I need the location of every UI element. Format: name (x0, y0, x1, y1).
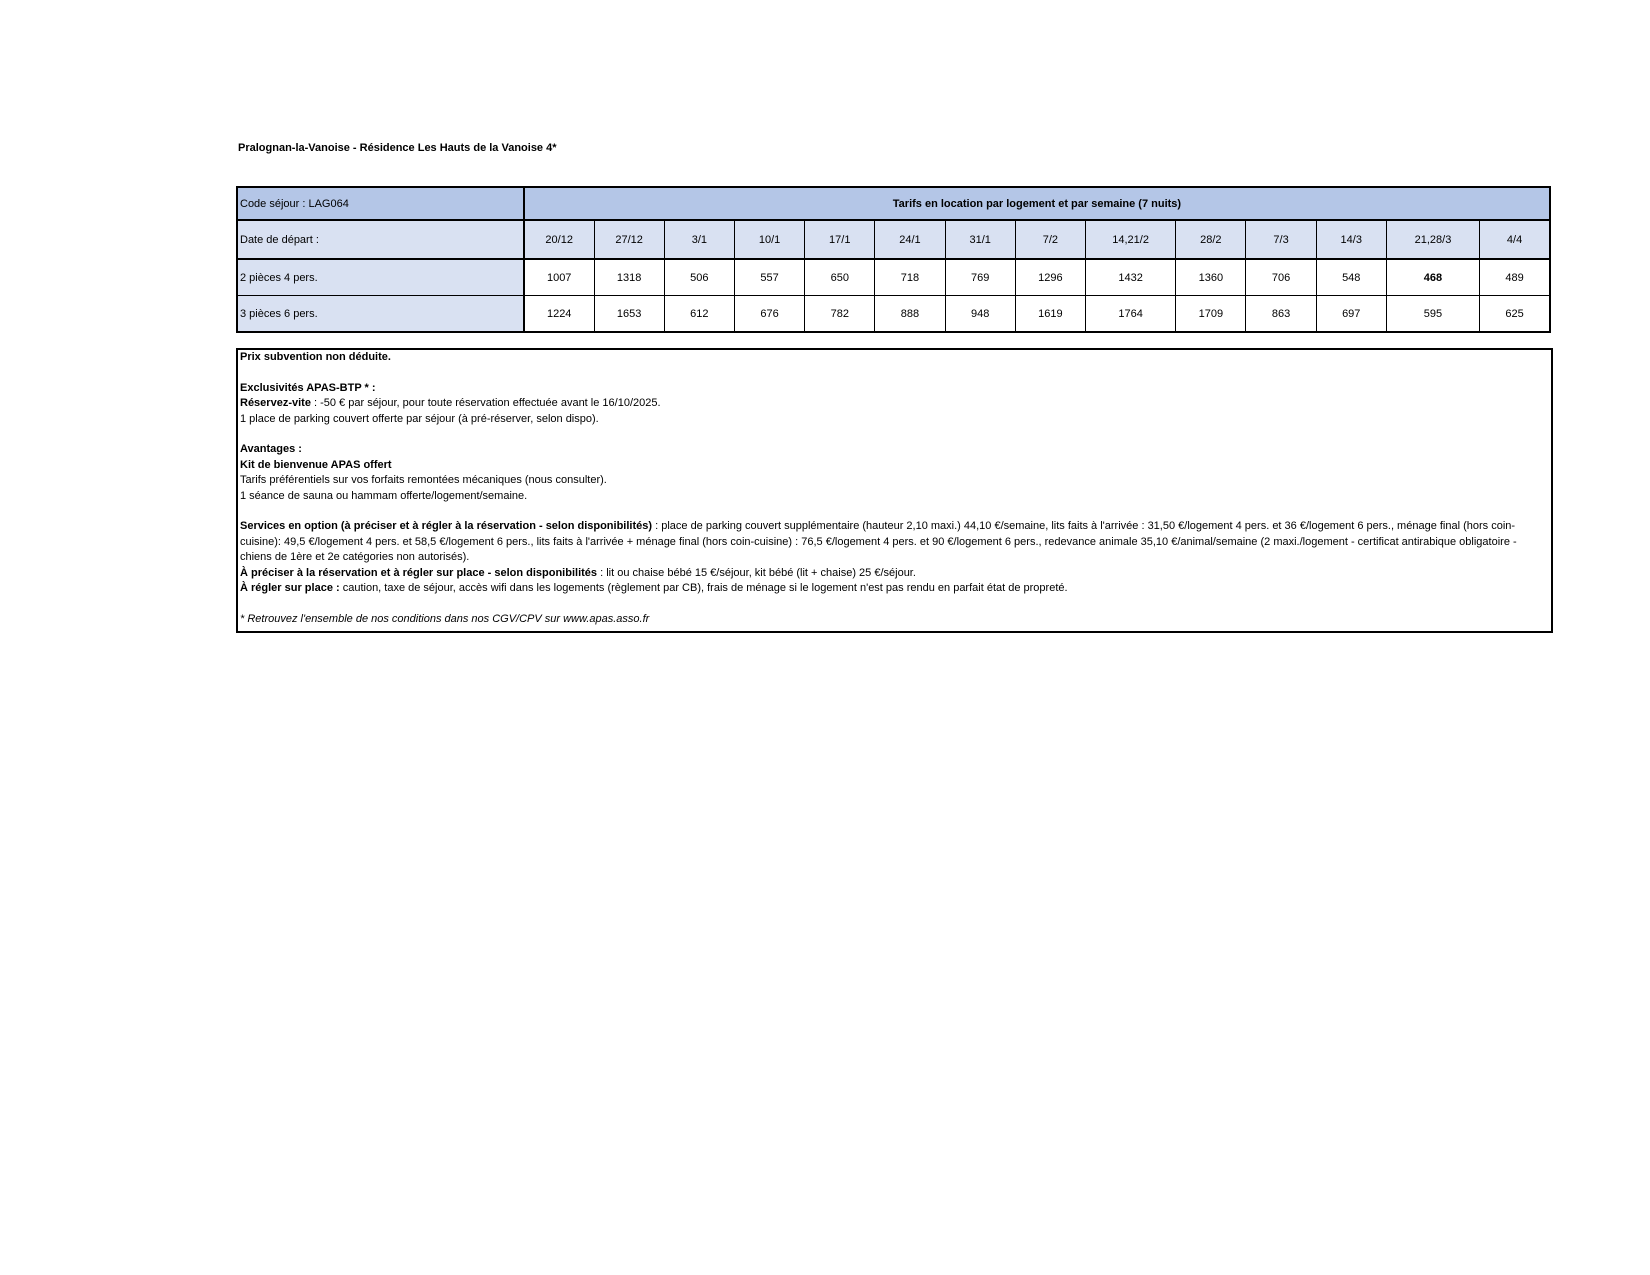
stay-code-cell: Code séjour : LAG064 (237, 187, 524, 220)
services-label: Services en option (à préciser et à régler à la réservation - selon disponibilités) (240, 520, 653, 533)
price-cell: 1224 (524, 296, 594, 333)
price-cell: 1296 (1015, 259, 1085, 296)
price-cell: 706 (1246, 259, 1316, 296)
services-text: : place de parking couvert supplémentaire (hauteur 2,10 maxi.) 44,10 €/semaine, lits faits à l'arrivée : 31,50 €/logement 4 pers. et 36 €/logement 6 pers., ménage final (hors coin-cuisine): 49,5 €/logement 4 pers. et 58,5 €/logement 6 pers., lits faits à l'arrivée + ménage final (hors coin-cuisine) : 76,5 €/logement 4 pers. et 90 €/logement 6 pers., redevance animale 35,10 €/animal/semaine (2 maxi./logement - certificat antirabique obligatoire - chiens de 1ère et 2e catégories non autorisés). (240, 520, 1517, 564)
exclusivites-title: Exclusivités APAS-BTP * : (240, 381, 376, 394)
departure-date-cell: 31/1 (945, 220, 1015, 259)
departure-date-cell: 28/2 (1176, 220, 1246, 259)
price-cell: 548 (1316, 259, 1386, 296)
price-cell: 595 (1386, 296, 1479, 333)
price-cell: 1709 (1176, 296, 1246, 333)
price-cell: 697 (1316, 296, 1386, 333)
price-cell: 718 (875, 259, 945, 296)
departure-date-cell: 17/1 (805, 220, 875, 259)
price-cell: 676 (734, 296, 804, 333)
departure-date-cell: 20/12 (524, 220, 594, 259)
departure-date-cell: 10/1 (734, 220, 804, 259)
row-label: 3 pièces 6 pers. (237, 296, 524, 333)
cgv-note: * Retrouvez l'ensemble de nos conditions dans nos CGV/CPV sur www.apas.asso.fr (240, 612, 650, 625)
departure-date-cell: 4/4 (1480, 220, 1550, 259)
rates-table (236, 186, 1551, 333)
price-cell: 1007 (524, 259, 594, 296)
departure-date-cell: 14/3 (1316, 220, 1386, 259)
document-title: Pralognan-la-Vanoise - Résidence Les Hauts de la Vanoise 4* (238, 142, 557, 154)
departure-date-cell: 14,21/2 (1085, 220, 1175, 259)
rates-heading: Tarifs en location par logement et par semaine (7 nuits) (524, 187, 1550, 220)
departure-date-cell: 3/1 (664, 220, 734, 259)
price-cell: 888 (875, 296, 945, 333)
subvention-note: Prix subvention non déduite. (240, 351, 391, 363)
reservez-text: : -50 € par séjour, pour toute réservation effectuée avant le 16/10/2025. (310, 397, 661, 410)
price-cell: 863 (1246, 296, 1316, 333)
price-cell: 1318 (594, 259, 664, 296)
price-cell: 506 (664, 259, 734, 296)
row-label: 2 pièces 4 pers. (237, 259, 524, 296)
departure-date-cell: 24/1 (875, 220, 945, 259)
sauna-note: 1 séance de sauna ou hammam offerte/logement/semaine. (240, 489, 528, 502)
price-cell: 948 (945, 296, 1015, 333)
departure-date-cell: 21,28/3 (1386, 220, 1479, 259)
departure-date-label: Date de départ : (237, 220, 524, 259)
table-row (237, 259, 1550, 296)
tarifs-note: Tarifs préférentiels sur vos forfaits remontées mécaniques (nous consulter). (240, 474, 607, 487)
price-cell: 468 (1386, 259, 1479, 296)
departure-dates-row (237, 220, 1550, 259)
price-cell: 1653 (594, 296, 664, 333)
kit-note: Kit de bienvenue APAS offert (240, 458, 392, 471)
regler-text: caution, taxe de séjour, accès wifi dans les logements (règlement par CB), frais de ménage si le logement n'est pas rendu en parfait état de propreté. (339, 582, 1068, 595)
price-cell: 1360 (1176, 259, 1246, 296)
price-cell: 625 (1480, 296, 1550, 333)
conditions-box (236, 348, 1553, 633)
table-row (237, 296, 1550, 333)
departure-date-cell: 27/12 (594, 220, 664, 259)
price-cell: 557 (734, 259, 804, 296)
parking-note: 1 place de parking couvert offerte par séjour (à pré-réserver, selon dispo). (240, 412, 599, 425)
preciser-label: À préciser à la réservation et à régler sur place - selon disponibilités (240, 566, 598, 579)
table-header-row (237, 187, 1550, 220)
avantages-title: Avantages : (240, 443, 302, 456)
price-cell: 769 (945, 259, 1015, 296)
price-cell: 612 (664, 296, 734, 333)
price-cell: 650 (805, 259, 875, 296)
reservez-label: Réservez-vite (240, 397, 311, 410)
preciser-text: : lit ou chaise bébé 15 €/séjour, kit bébé (lit + chaise) 25 €/séjour. (597, 566, 916, 579)
price-cell: 1764 (1085, 296, 1175, 333)
price-cell: 1432 (1085, 259, 1175, 296)
price-cell: 782 (805, 296, 875, 333)
departure-date-cell: 7/2 (1015, 220, 1085, 259)
regler-label: À régler sur place : (240, 582, 340, 595)
price-cell: 1619 (1015, 296, 1085, 333)
departure-date-cell: 7/3 (1246, 220, 1316, 259)
price-cell: 489 (1480, 259, 1550, 296)
